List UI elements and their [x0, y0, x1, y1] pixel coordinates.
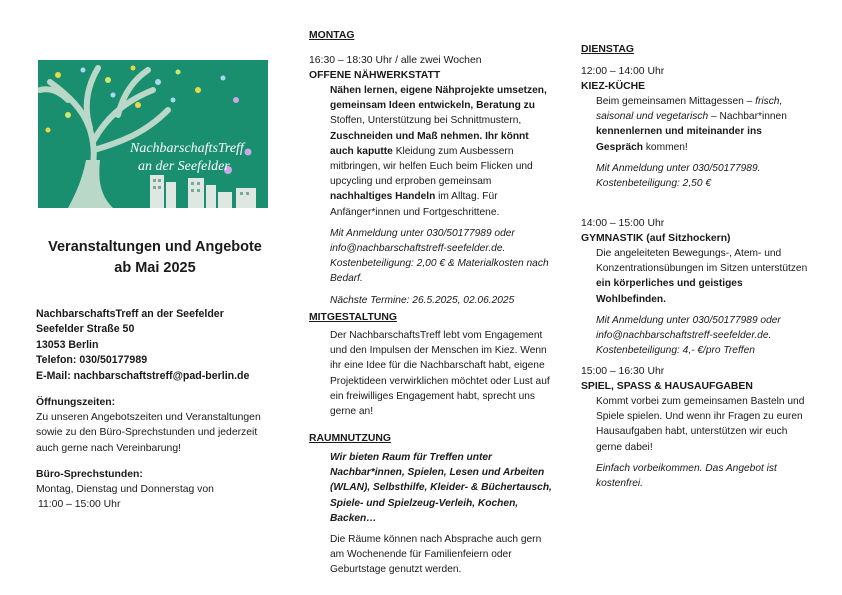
montag-event — [309, 53, 553, 308]
event-1-desc-e: kommen! — [643, 141, 688, 153]
section-dienstag-heading: DIENSTAG — [581, 44, 634, 55]
event-1-title: KIEZ-KÜCHE — [581, 81, 646, 92]
event-3-title: SPIEL, SPASS & HAUSAUFGABEN — [581, 381, 753, 392]
document-title — [36, 237, 274, 279]
mitgestaltung-block — [309, 328, 554, 419]
mitgestaltung-text: Der NachbarschaftsTreff lebt vom Engagement und den Impulsen der Menschen im Kiez. Wenn ihr eine Idee für die Nachbarschaft habt, eigene Projektideen verwirklichen möchtet oder Lust auf ein freiwilliges Engagement habt, sprecht uns gerne an! — [330, 330, 550, 418]
event-2-info: Mit Anmeldung unter 030/50177989 oder info@nachbarschaftstreff-seefelder.de. — [596, 314, 781, 342]
opening-heading: Öffnungszeiten: — [36, 397, 116, 408]
dienstag-event-2 — [581, 216, 811, 358]
office-line2: 11:00 – 15:00 Uhr — [38, 499, 121, 511]
email: E-Mail: nachbarschaftstreff@pad-berlin.de — [36, 369, 250, 382]
montag-desc-rest: Stoffen, Unterstützung bei Schnittmustern, — [330, 115, 522, 127]
event-3-info-text: Einfach vorbeikommen. — [596, 462, 703, 474]
dienstag-event-3 — [581, 364, 811, 491]
montag-desc-bold3: nachhaltiges Handeln — [330, 191, 436, 203]
event-1-info: Mit Anmeldung unter 030/50177989. — [596, 162, 761, 174]
section-raumnutzung-heading: RAUMNUTZUNG — [309, 433, 391, 444]
montag-cost: Kostenbeteiligung: 2,00 € & Materialkosten nach Bedarf. — [330, 258, 549, 285]
event-3-time: 15:00 – 16:30 Uhr — [581, 366, 665, 377]
event-1-time: 12:00 – 14:00 Uhr — [581, 66, 665, 77]
section-mitgestaltung-heading: MITGESTALTUNG — [309, 312, 397, 323]
logo-text-line2: an der Seefelder — [138, 159, 230, 174]
event-2-desc-b: ein körperliches und geistiges Wohlbefinden. — [596, 278, 743, 305]
montag-dates: Nächste Termine: 26.5.2025, 02.06.2025 — [330, 294, 515, 306]
phone: Telefon: 030/50177989 — [36, 354, 148, 367]
address-block — [36, 307, 276, 384]
opening-text: Zu unseren Angebotszeiten und Veranstaltungen sowie zu den Büro-Sprechstunden und jederzeit auch gerne nach Vereinbarung! — [36, 412, 261, 454]
event-2-desc-a: Die angeleiteten Bewegungs-, Atem- und Konzentrationsübungen im Sitzen unterstützen — [596, 248, 808, 275]
montag-time: 16:30 – 18:30 Uhr / alle zwei Wochen — [309, 55, 482, 66]
event-3-cost: Das Angebot ist kostenfrei. — [596, 462, 777, 490]
office-hours — [36, 467, 266, 513]
event-2-cost: Kostenbeteiligung: 4,- €/pro Treffen — [596, 345, 755, 357]
event-1-desc-c: – Nachbar*innen — [708, 111, 787, 123]
montag-desc-rest2: Kleidung zum Ausbessern mitbringen, wir helfen Euch beim Flicken und upcycling und erproben gemeinsam — [330, 145, 533, 188]
raumnutzung-block — [309, 450, 554, 578]
event-1-cost: Kostenbeteiligung: 2,50 € — [596, 178, 711, 190]
city: 13053 Berlin — [36, 338, 99, 351]
event-2-time: 14:00 – 15:00 Uhr — [581, 218, 665, 229]
office-line1: Montag, Dienstag und Donnerstag von — [36, 484, 214, 496]
event-1-desc-d: kennenlernen und miteinander ins Gespräch — [596, 126, 762, 153]
office-heading: Büro-Sprechstunden: — [36, 469, 143, 480]
montag-desc-rest3: im Alltag. Für Anfänger*innen und Fortgeschrittene. — [330, 191, 500, 218]
montag-desc-bold2: Zuschneiden und Maß nehmen. Ihr könnt auch kaputte — [330, 130, 529, 157]
dienstag-event-1 — [581, 64, 811, 191]
event-1-desc — [596, 94, 811, 155]
event-3-desc: Kommt vorbei zum gemeinsamen Basteln und Spiele spielen. Und wenn ihr Fragen zu euren Hausaufgaben habt, unterstützen wir euch gerne dabei! — [596, 396, 805, 453]
logo-text-line1: NachbarschaftsTreff — [130, 141, 244, 156]
montag-signup: Mit Anmeldung unter 030/50177989 oder info@nachbarschaftstreff-seefelder.de. — [330, 227, 515, 255]
raumnutzung-bold-text: Wir bieten Raum für Treffen unter Nachbar*innen, Spielen, Lesen und Arbeiten (WLAN), Selbsthilfe, Kleider- & Büchertausch, Spiele- und Spielzeug-Verleih, Kochen, Backen… — [330, 452, 552, 524]
org-name: NachbarschaftsTreff an der Seefelder — [36, 308, 224, 320]
montag-desc-bold: Nähen lernen, eigene Nähprojekte umsetzen, gemeinsam Ideen entwickeln, Beratung zu — [330, 85, 547, 112]
title-line2: ab Mai 2025 — [114, 260, 196, 276]
event-2-desc — [596, 246, 811, 307]
raumnutzung-text: Die Räume können nach Absprache auch gern am Wochenende für Familienfeiern oder Geburtstage genutzt werden. — [330, 534, 542, 576]
montag-title: OFFENE NÄHWERKSTATT — [309, 70, 441, 81]
montag-desc — [330, 83, 553, 220]
title-line1: Veranstaltungen und Angebote — [48, 239, 262, 255]
event-1-desc-a: Beim gemeinsamen Mittagessen – — [596, 96, 756, 107]
street: Seefelder Straße 50 — [36, 323, 135, 336]
event-2-title: GYMNASTIK (auf Sitzhockern) — [581, 233, 731, 244]
event-3-info — [596, 461, 811, 491]
event-1-desc-b: frisch, saisonal und vegetarisch — [596, 96, 783, 123]
section-montag-heading: MONTAG — [309, 30, 355, 41]
opening-hours — [36, 395, 266, 456]
logo-image — [38, 60, 268, 208]
